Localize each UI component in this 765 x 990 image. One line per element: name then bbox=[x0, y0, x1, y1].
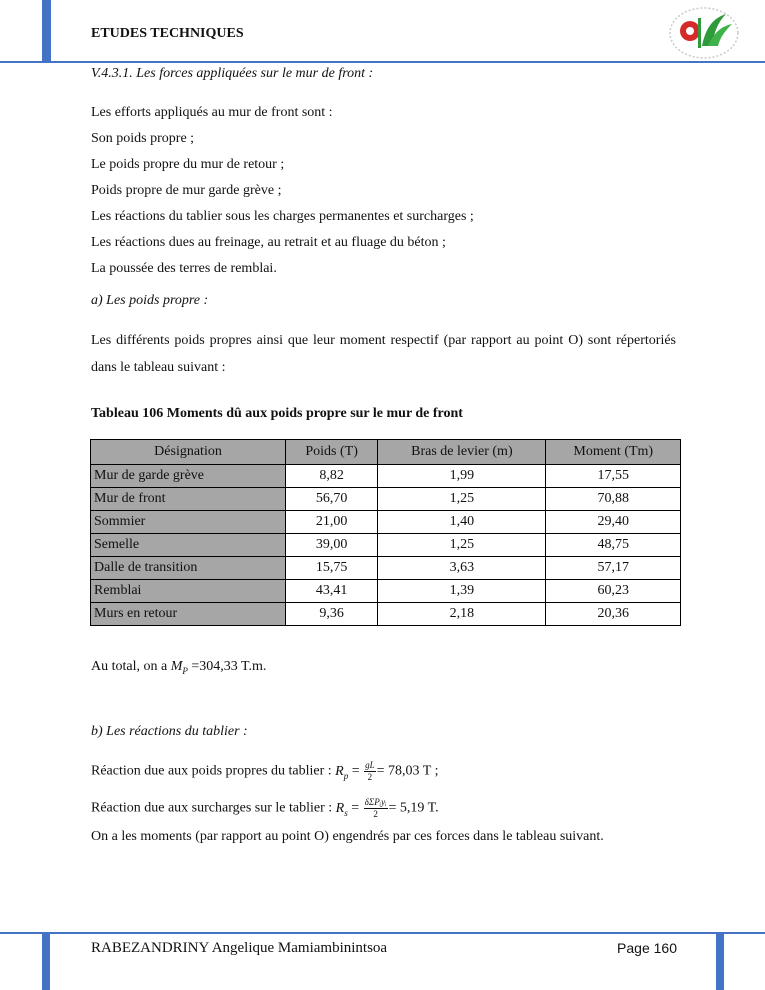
row-poids: 39,00 bbox=[286, 534, 378, 557]
reaction1-prefix: Réaction due aux poids propres du tablier : bbox=[91, 763, 336, 779]
total-symbol: $M_P$ bbox=[170, 659, 188, 676]
header-accent-bar bbox=[42, 0, 51, 62]
row-designation: Remblai bbox=[91, 580, 286, 603]
header-moment: Moment (Tm) bbox=[546, 440, 681, 465]
intro-line: Le poids propre du mur de retour ; bbox=[91, 157, 285, 172]
row-bras: 1,39 bbox=[378, 580, 546, 603]
row-designation: Murs en retour bbox=[91, 603, 286, 626]
footer-divider bbox=[0, 932, 765, 934]
row-poids: 15,75 bbox=[286, 557, 378, 580]
row-poids: 8,82 bbox=[286, 465, 378, 488]
table-caption: Tableau 106 Moments dû aux poids propre sur le mur de front bbox=[91, 406, 463, 421]
paragraph-intro-table: Les différents poids propres ainsi que leur moment respectif (par rapport au point O) sont répertoriés dans le tableau suivant : bbox=[91, 333, 676, 375]
reaction-live-load bbox=[91, 797, 439, 820]
row-poids: 21,00 bbox=[286, 511, 378, 534]
row-moment: 20,36 bbox=[546, 603, 681, 626]
reaction2-symbol: $R_s$ bbox=[335, 800, 348, 818]
conclusion-text: On a les moments (par rapport au point O) engendrés par ces forces dans le tableau suivant. bbox=[91, 829, 604, 844]
footer-accent-bar-right bbox=[716, 933, 724, 990]
row-bras: 1,99 bbox=[378, 465, 546, 488]
subsection-b-title: b) Les réactions du tablier : bbox=[91, 724, 248, 739]
row-designation: Sommier bbox=[91, 511, 286, 534]
reaction2-result: = 5,19 T. bbox=[388, 800, 439, 816]
reaction2-fraction: $\frac{\text{δΣPᵢyᵢ}}{2}$ bbox=[364, 797, 387, 819]
table-row bbox=[91, 488, 681, 511]
total-moment bbox=[91, 659, 266, 676]
table-row bbox=[91, 557, 681, 580]
row-bras: 1,25 bbox=[378, 534, 546, 557]
header-poids: Poids (T) bbox=[286, 440, 378, 465]
intro-line: Les réactions du tablier sous les charges permanentes et surcharges ; bbox=[91, 209, 474, 224]
intro-line: Les efforts appliqués au mur de front sont : bbox=[91, 105, 333, 120]
table-row bbox=[91, 511, 681, 534]
row-moment: 57,17 bbox=[546, 557, 681, 580]
row-bras: 1,25 bbox=[378, 488, 546, 511]
intro-line: Poids propre de mur garde grève ; bbox=[91, 183, 282, 198]
row-poids: 56,70 bbox=[286, 488, 378, 511]
row-moment: 48,75 bbox=[546, 534, 681, 557]
university-logo bbox=[668, 6, 740, 60]
intro-list bbox=[91, 100, 474, 282]
row-bras: 1,40 bbox=[378, 511, 546, 534]
reaction1-fraction: $\frac{gL}{2}$ bbox=[365, 760, 375, 782]
moments-table bbox=[90, 439, 681, 626]
subsection-a-title: a) Les poids propre : bbox=[91, 293, 209, 308]
row-designation: Mur de front bbox=[91, 488, 286, 511]
header-divider bbox=[0, 61, 765, 63]
intro-line: Les réactions dues au freinage, au retrait et au fluage du béton ; bbox=[91, 235, 446, 250]
reaction2-eq: = bbox=[347, 800, 360, 816]
page-header-title: ETUDES TECHNIQUES bbox=[91, 26, 244, 41]
table-row bbox=[91, 580, 681, 603]
row-designation: Mur de garde grève bbox=[91, 465, 286, 488]
reaction2-prefix: Réaction due aux surcharges sur le tablier : bbox=[91, 800, 336, 816]
page-number: Page 160 bbox=[617, 940, 677, 956]
reaction1-result: = 78,03 T ; bbox=[376, 763, 439, 779]
intro-line: Son poids propre ; bbox=[91, 131, 195, 146]
reaction1-symbol: $R_p$ bbox=[335, 763, 349, 781]
intro-line: La poussée des terres de remblai. bbox=[91, 261, 277, 276]
reaction-dead-load bbox=[91, 760, 439, 783]
row-designation: Semelle bbox=[91, 534, 286, 557]
footer-accent-bar-left bbox=[42, 933, 50, 990]
reaction1-eq: = bbox=[348, 763, 360, 779]
table-row bbox=[91, 534, 681, 557]
row-designation: Dalle de transition bbox=[91, 557, 286, 580]
row-moment: 70,88 bbox=[546, 488, 681, 511]
total-prefix: Au total, on a bbox=[91, 659, 171, 674]
row-bras: 3,63 bbox=[378, 557, 546, 580]
row-moment: 60,23 bbox=[546, 580, 681, 603]
row-poids: 9,36 bbox=[286, 603, 378, 626]
row-bras: 2,18 bbox=[378, 603, 546, 626]
total-value: =304,33 T.m. bbox=[187, 659, 267, 674]
header-designation: Désignation bbox=[91, 440, 286, 465]
row-poids: 43,41 bbox=[286, 580, 378, 603]
table-row bbox=[91, 603, 681, 626]
row-moment: 17,55 bbox=[546, 465, 681, 488]
table-header-row bbox=[91, 440, 681, 465]
header-bras-levier: Bras de levier (m) bbox=[378, 440, 546, 465]
footer-author: RABEZANDRINY Angelique Mamiambinintsoa bbox=[91, 940, 388, 956]
row-moment: 29,40 bbox=[546, 511, 681, 534]
table-row bbox=[91, 465, 681, 488]
section-title: V.4.3.1. Les forces appliquées sur le mur de front : bbox=[91, 66, 374, 81]
